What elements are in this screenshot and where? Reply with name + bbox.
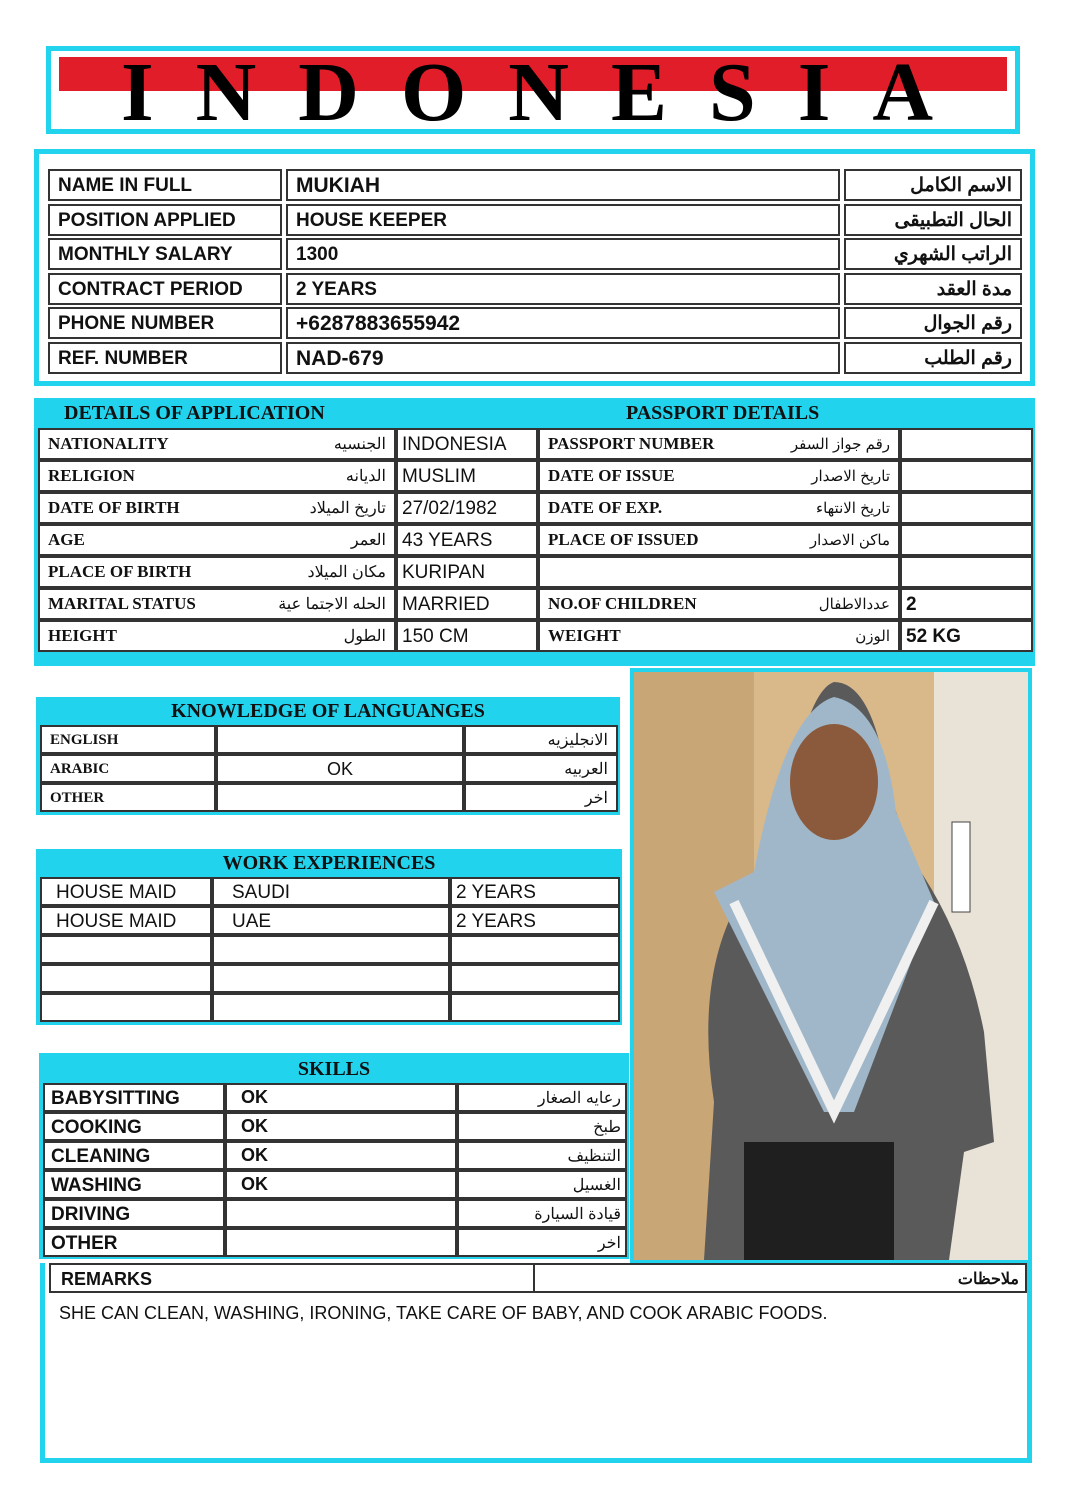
work-row <box>40 935 620 964</box>
skill-label-ar: قيادة السيارة <box>457 1199 627 1228</box>
passport-label-ar: ماكن الاصدار <box>809 532 890 549</box>
application-panel <box>34 398 1035 666</box>
work-period <box>450 935 620 964</box>
work-period: 2 YEARS <box>450 877 620 906</box>
field-value: INDONESIA <box>396 428 538 460</box>
work-job: HOUSE MAID <box>40 906 212 935</box>
language-label-ar: الانجليزيه <box>464 725 618 754</box>
applicant-photo <box>634 672 1028 1260</box>
field-label: PLACE OF BIRTH <box>48 562 192 581</box>
photo-frame <box>630 668 1032 1264</box>
info-row <box>46 237 1024 272</box>
language-row <box>40 783 618 812</box>
application-field <box>38 524 396 556</box>
field-value: MARRIED <box>396 588 538 620</box>
language-label: ENGLISH <box>40 725 216 754</box>
skill-label: BABYSITTING <box>43 1083 225 1112</box>
field-label: NATIONALITY <box>48 434 169 453</box>
page-title: INDONESIA <box>120 46 976 139</box>
info-value: +6287883655942 <box>286 307 840 339</box>
work-row <box>40 964 620 993</box>
work-period <box>450 964 620 993</box>
language-label: OTHER <box>40 783 216 812</box>
field-label-ar: العمر <box>350 532 386 549</box>
info-value: HOUSE KEEPER <box>286 204 840 236</box>
language-value: OK <box>216 754 464 783</box>
work-period: 2 YEARS <box>450 906 620 935</box>
work-country <box>212 964 450 993</box>
field-value: MUSLIM <box>396 460 538 492</box>
work-row <box>40 906 620 935</box>
application-field <box>38 428 396 460</box>
application-field <box>38 588 396 620</box>
work-panel <box>36 849 622 1025</box>
passport-value <box>900 492 1033 524</box>
application-row <box>38 620 1033 652</box>
passport-field <box>538 620 900 652</box>
remarks-panel <box>40 1263 1032 1463</box>
work-country <box>212 993 450 1022</box>
application-row <box>38 460 1033 492</box>
info-label-ar: رقم الجوال <box>844 307 1022 339</box>
skill-label: COOKING <box>43 1112 225 1141</box>
passport-value <box>900 428 1033 460</box>
skills-table <box>43 1083 627 1257</box>
passport-field <box>538 460 900 492</box>
skill-label: WASHING <box>43 1170 225 1199</box>
field-label: HEIGHT <box>48 626 117 645</box>
work-table <box>40 877 620 1022</box>
language-value <box>216 783 464 812</box>
info-label: REF. NUMBER <box>48 342 282 374</box>
work-row <box>40 993 620 1022</box>
passport-value <box>900 524 1033 556</box>
skill-label-ar: الغسيل <box>457 1170 627 1199</box>
field-label: RELIGION <box>48 466 135 485</box>
work-job <box>40 964 212 993</box>
passport-value <box>900 460 1033 492</box>
field-value: KURIPAN <box>396 556 538 588</box>
application-field <box>38 556 396 588</box>
skill-value <box>225 1199 457 1228</box>
skill-label: DRIVING <box>43 1199 225 1228</box>
skill-label-ar: التنظيف <box>457 1141 627 1170</box>
info-label-ar: الاسم الكامل <box>844 169 1022 201</box>
passport-value: 2 <box>900 588 1033 620</box>
application-row <box>38 588 1033 620</box>
application-field <box>38 460 396 492</box>
info-value: MUKIAH <box>286 169 840 201</box>
passport-field <box>538 588 900 620</box>
remarks-label: REMARKS <box>49 1263 535 1293</box>
passport-label: NO.OF CHILDREN <box>548 594 697 613</box>
application-row <box>38 556 1033 588</box>
work-header: WORK EXPERIENCES <box>222 852 436 874</box>
languages-header: KNOWLEDGE OF LANGUANGES <box>171 700 485 722</box>
skill-row <box>43 1170 627 1199</box>
work-job: HOUSE MAID <box>40 877 212 906</box>
language-label: ARABIC <box>40 754 216 783</box>
skill-label: CLEANING <box>43 1141 225 1170</box>
field-value: 43 YEARS <box>396 524 538 556</box>
language-label-ar: العربيه <box>464 754 618 783</box>
skill-value: OK <box>225 1112 457 1141</box>
application-header: DETAILS OF APPLICATION <box>64 402 325 424</box>
info-label: CONTRACT PERIOD <box>48 273 282 305</box>
passport-value: 52 KG <box>900 620 1033 652</box>
skill-label-ar: طبخ <box>457 1112 627 1141</box>
work-period <box>450 993 620 1022</box>
application-field <box>38 492 396 524</box>
info-row <box>46 272 1024 307</box>
passport-label: DATE OF EXP. <box>548 498 663 517</box>
passport-label-ar: تاريخ الانتهاء <box>816 500 890 517</box>
skill-row <box>43 1199 627 1228</box>
skill-row <box>43 1141 627 1170</box>
skills-panel <box>39 1053 629 1259</box>
languages-table <box>40 725 618 812</box>
work-row <box>40 877 620 906</box>
language-row <box>40 725 618 754</box>
work-country: UAE <box>212 906 450 935</box>
info-row <box>46 203 1024 238</box>
skill-value: OK <box>225 1083 457 1112</box>
application-row <box>38 428 1033 460</box>
info-value: 1300 <box>286 238 840 270</box>
skill-row <box>43 1112 627 1141</box>
skill-row <box>43 1083 627 1112</box>
field-label: AGE <box>48 530 85 549</box>
passport-field <box>538 492 900 524</box>
field-label-ar: الجنسيه <box>333 436 386 453</box>
skill-label: OTHER <box>43 1228 225 1257</box>
skills-header: SKILLS <box>297 1058 371 1080</box>
passport-field <box>538 524 900 556</box>
work-country <box>212 935 450 964</box>
passport-label-ar: رقم جواز السفر <box>790 436 890 453</box>
field-label-ar: مكان الميلاد <box>307 564 386 581</box>
field-label: MARITAL STATUS <box>48 594 196 613</box>
application-row <box>38 492 1033 524</box>
work-job <box>40 993 212 1022</box>
field-label-ar: الحله الاجتما عية <box>278 596 386 613</box>
personal-info-panel <box>34 149 1035 386</box>
info-label: NAME IN FULL <box>48 169 282 201</box>
info-value: 2 YEARS <box>286 273 840 305</box>
skill-row <box>43 1228 627 1257</box>
field-value: 150 CM <box>396 620 538 652</box>
info-label-ar: الراتب الشهري <box>844 238 1022 270</box>
passport-label-ar: تاريخ الاصدار <box>811 468 890 485</box>
language-row <box>40 754 618 783</box>
work-country: SAUDI <box>212 877 450 906</box>
passport-label-ar: عددالاطفال <box>818 596 890 613</box>
info-label-ar: الحال التطبيقى <box>844 204 1022 236</box>
application-table <box>38 428 1033 652</box>
info-label: PHONE NUMBER <box>48 307 282 339</box>
application-row <box>38 524 1033 556</box>
field-value: 27/02/1982 <box>396 492 538 524</box>
field-label-ar: الديانه <box>345 468 386 485</box>
passport-label: WEIGHT <box>548 626 621 645</box>
field-label: DATE OF BIRTH <box>48 498 180 517</box>
info-label: POSITION APPLIED <box>48 204 282 236</box>
languages-panel <box>36 697 620 815</box>
application-field <box>38 620 396 652</box>
info-label-ar: مدة العقد <box>844 273 1022 305</box>
passport-header: PASSPORT DETAILS <box>626 402 820 424</box>
passport-label-ar: الوزن <box>855 628 890 645</box>
skill-value <box>225 1228 457 1257</box>
skill-label-ar: رعايه الصغار <box>457 1083 627 1112</box>
language-label-ar: اخر <box>464 783 618 812</box>
passport-field <box>538 556 900 588</box>
field-label-ar: تاريخ الميلاد <box>309 500 386 517</box>
info-row <box>46 306 1024 341</box>
remarks-label-ar: ملاحظات <box>533 1263 1027 1293</box>
language-value <box>216 725 464 754</box>
skill-value: OK <box>225 1170 457 1199</box>
passport-label: DATE OF ISSUE <box>548 466 675 485</box>
skill-value: OK <box>225 1141 457 1170</box>
field-label-ar: الطول <box>343 628 386 645</box>
work-job <box>40 935 212 964</box>
skill-label-ar: اخر <box>457 1228 627 1257</box>
info-label-ar: رقم الطلب <box>844 342 1022 374</box>
remarks-text: SHE CAN CLEAN, WASHING, IRONING, TAKE CARE OF BABY, AND COOK ARABIC FOODS. <box>59 1303 828 1323</box>
title-banner <box>46 46 1020 139</box>
info-value: NAD-679 <box>286 342 840 374</box>
personal-info-table <box>46 168 1024 375</box>
passport-label: PASSPORT NUMBER <box>548 434 715 453</box>
info-row <box>46 168 1024 203</box>
passport-field <box>538 428 900 460</box>
info-row <box>46 341 1024 376</box>
passport-label: PLACE OF ISSUED <box>548 530 699 549</box>
passport-value <box>900 556 1033 588</box>
info-label: MONTHLY SALARY <box>48 238 282 270</box>
